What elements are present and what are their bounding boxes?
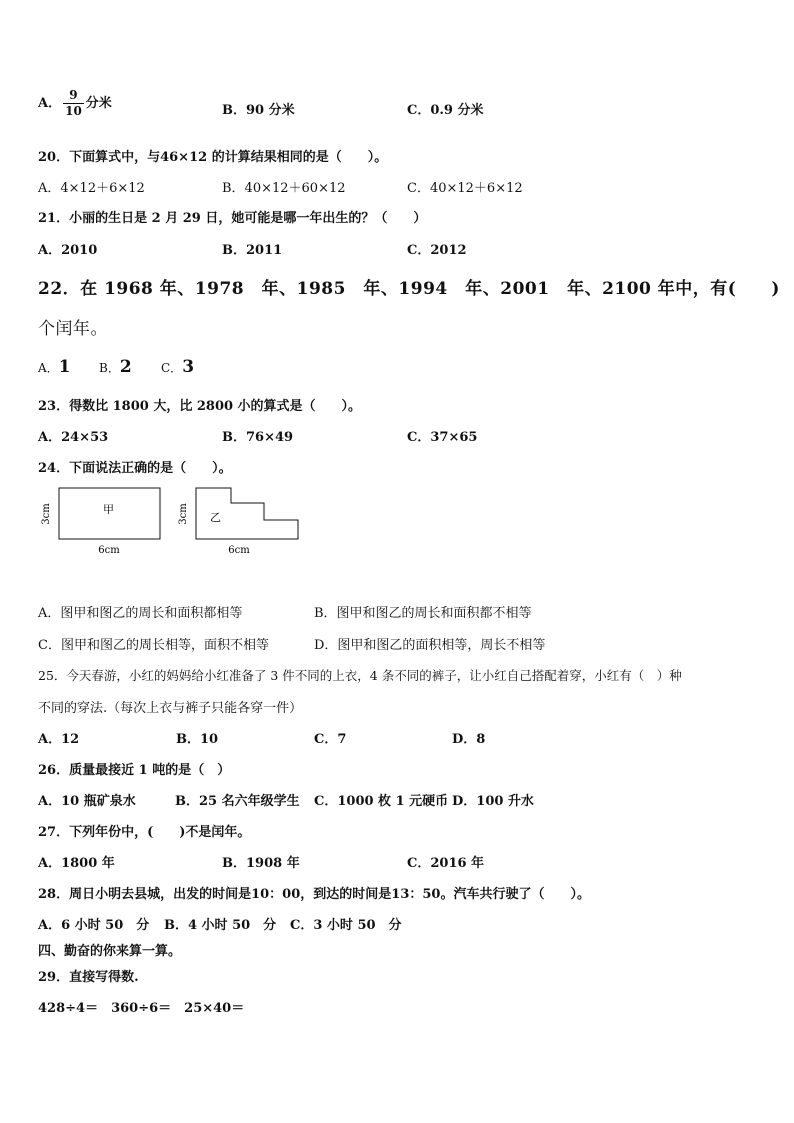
q21-option-a: A．2010 [38,243,98,258]
q22-option-a-label: A． [38,361,59,375]
q22-option-b-label: B． [99,361,120,375]
q21-option-b: B．2011 [222,243,283,258]
q25-option-c: C．7 [314,732,347,747]
q25-stem-line1: 25．今天春游，小红的妈妈给小红准备了 3 件不同的上衣，4 条不同的裤子，让小红自己搭配着穿，小红有（ ）种 [38,668,682,683]
q25-option-d: D．8 [452,732,486,747]
figure-jia-label: 甲 [103,503,114,516]
q23-option-a: A．24×53 [38,430,109,445]
q19-option-a-label: A． [38,96,62,111]
q26-option-c: C．1000 枚 1 元硬币 [314,794,449,809]
figure-jia-height-label: 3cm [41,503,52,525]
q22-option-c-value: 3 [182,357,195,377]
q27-option-b: B．1908 年 [222,856,300,871]
fraction-denominator: 10 [65,104,82,118]
q22-option-b [99,357,132,377]
figure-yi-width-label: 6cm [228,545,250,556]
q27-stem: 27．下列年份中，( )不是闰年。 [38,825,251,840]
figure-yi-label: 乙 [210,511,221,524]
q26-option-d: D．100 升水 [452,794,534,809]
q26-option-a: A．10 瓶矿泉水 [38,794,136,809]
q21-option-c: C．2012 [407,243,467,258]
q20-option-b: B．40×12＋60×12 [222,181,346,196]
fraction-numerator: 9 [63,88,84,104]
figure-jia-width-label: 6cm [98,545,120,556]
q20-option-a: A．4×12＋6×12 [38,181,145,196]
q28-option-b: B．4 小时 50 分 [164,918,277,933]
q22-stem-line1: 22．在 1968 年、1978 年、1985 年、1994 年、2001 年、2100 年中，有( ) [38,279,780,299]
q25-option-a: A．12 [38,732,80,747]
q28-option-a: A．6 小时 50 分 [38,918,150,933]
q23-option-b: B．76×49 [222,430,294,445]
q23-option-c: C．37×65 [407,430,478,445]
q24-option-b: B．图甲和图乙的周长和面积都不相等 [314,606,532,621]
q24-option-a: A．图甲和图乙的周长和面积都相等 [38,606,243,621]
q22-stem-line2: 个闰年。 [38,319,108,339]
q26-stem: 26．质量最接近 1 吨的是（ ） [38,763,231,778]
q24-figures [30,478,320,560]
q27-option-a: A．1800 年 [38,856,115,871]
q19-option-a-unit: 分米 [85,96,112,111]
q22-option-c-label: C． [161,361,183,375]
q26-option-b: B．25 名六年级学生 [175,794,300,809]
q22-option-c [161,357,194,377]
q20-stem: 20．下面算式中，与46×12 的计算结果相同的是（ ）。 [38,150,388,165]
q25-stem-line2: 不同的穿法.（每次上衣与裤子只能各穿一件） [38,701,303,716]
q20-option-c: C．40×12＋6×12 [407,181,523,196]
q22-option-a [38,357,71,377]
section-title: 四、勤奋的你来算一算。 [38,944,182,959]
q19-option-c: C．0.9 分米 [407,103,484,118]
q22-option-b-value: 2 [119,357,132,377]
q27-option-c: C．2016 年 [407,856,485,871]
q23-stem: 23．得数比 1800 大，比 2800 小的算式是（ ）。 [38,399,362,414]
figure-yi-height-label: 3cm [178,503,189,525]
q29-stem: 29．直接写得数. [38,970,139,985]
fraction [63,88,84,119]
q24-option-c: C．图甲和图乙的周长相等，面积不相等 [38,638,269,653]
q28-option-c: C．3 小时 50 分 [290,918,402,933]
q24-option-d: D．图甲和图乙的面积相等，周长不相等 [314,638,546,653]
q29-items: 428÷4＝ 360÷6＝ 25×40＝ [38,1001,245,1016]
q19-option-a [38,88,112,119]
q28-stem: 28．周日小明去县城，出发的时间是10：00，到达的时间是13：50。汽车共行驶了（ ）。 [38,887,590,902]
q22-option-a-value: 1 [58,357,71,377]
q25-option-b: B．10 [176,732,219,747]
q19-option-b: B．90 分米 [222,103,295,118]
q24-stem: 24．下面说法正确的是（ ）。 [38,461,232,476]
q21-stem: 21．小丽的生日是 2 月 29 日，她可能是哪一年出生的？（ ） [38,211,427,226]
